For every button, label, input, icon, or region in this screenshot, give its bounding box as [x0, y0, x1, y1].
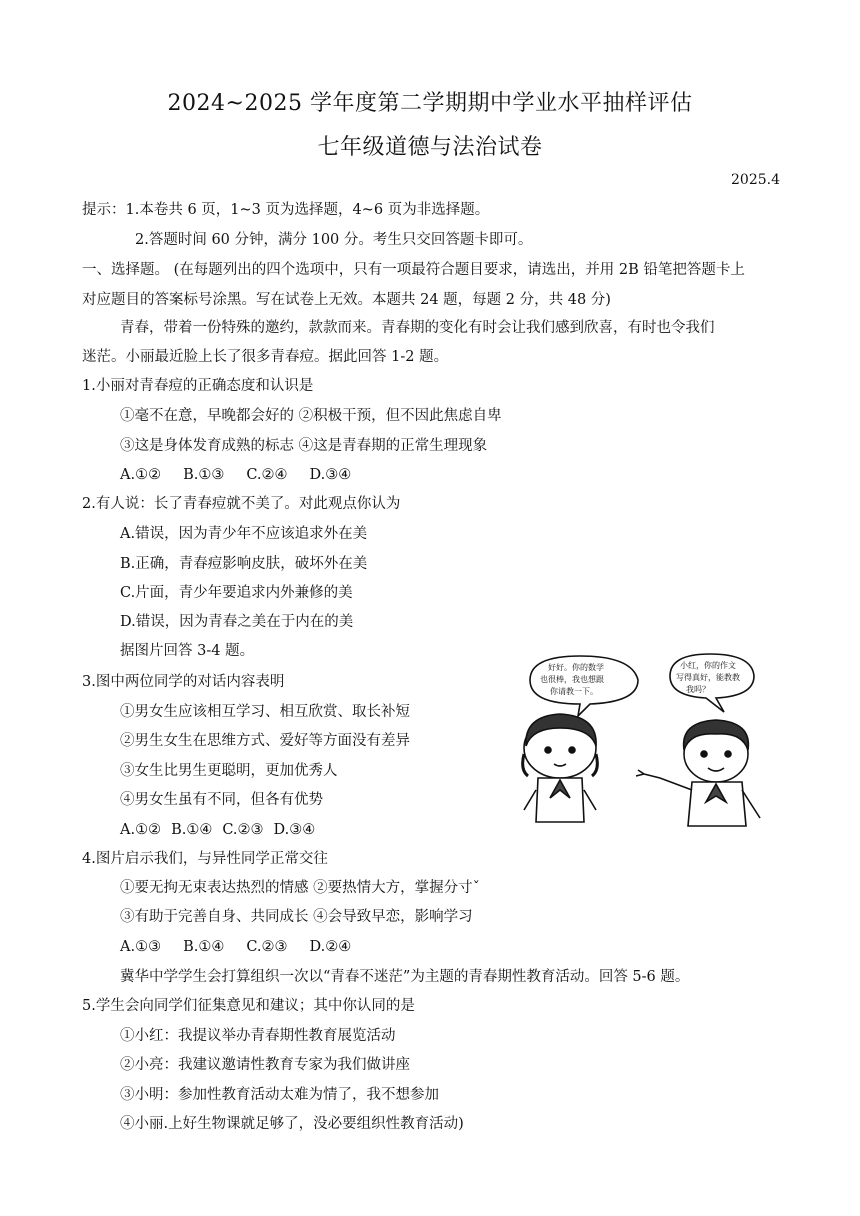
- option: D.③④: [273, 822, 316, 838]
- option: A.①②: [120, 467, 162, 483]
- question-stem: 3.图中两位同学的对话内容表明: [82, 674, 285, 690]
- option: C.②④: [246, 467, 288, 483]
- question-statement: ①小红：我提议举办青春期性教育展览活动: [120, 1028, 396, 1044]
- option: D.③④: [309, 467, 352, 483]
- option: B.①④: [183, 939, 225, 955]
- bubble-left-text: 你请教一下。: [550, 687, 598, 696]
- question-statement: ④男女生虽有不同，但各有优势: [120, 792, 323, 808]
- exam-title: 2024~2025 学年度第二学期期中学业水平抽样评估: [167, 91, 693, 116]
- question-stem: 4.图片启示我们，与异性同学正常交往: [82, 851, 328, 867]
- answer-options: [120, 465, 373, 485]
- context-paragraph: 青春，带着一份特殊的邀约，款款而来。青春期的变化有时会让我们感到欣喜，有时也令我们: [120, 320, 715, 336]
- option-c: C.片面，青少年要追求内外兼修的美: [120, 585, 353, 601]
- question-stem: 5.学生会向同学们征集意见和建议；其中你认同的是: [82, 998, 415, 1014]
- bubble-left-text: 好好。你的数学: [548, 663, 604, 672]
- question-stem: 1.小丽对青春痘的正确态度和认识是: [82, 378, 314, 394]
- tip-line: 2.答题时间 60 分钟，满分 100 分。考生只交回答题卡即可。: [135, 232, 533, 248]
- option: A.①③: [120, 939, 162, 955]
- question-statement: ②男生女生在思维方式、爱好等方面没有差异: [120, 733, 410, 749]
- bubble-right-text: 写得真好，能教教: [676, 673, 740, 682]
- question-statement: ③小明：参加性教育活动太难为情了，我不想参加: [120, 1087, 439, 1103]
- cartoon-illustration: [520, 650, 802, 830]
- option-d: D.错误，因为青春之美在于内在的美: [120, 614, 354, 630]
- question-statement: ①毫不在意，早晚都会好的 ②积极干预，但不因此焦虑自卑: [120, 408, 502, 424]
- context-paragraph: 迷茫。小丽最近脸上长了很多青春痘。据此回答 1-2 题。: [82, 349, 449, 365]
- question-stem: 2.有人说：长了青春痘就不美了。对此观点你认为: [82, 496, 401, 512]
- bubble-left-text: 也很棒，我也想跟: [540, 675, 604, 684]
- option: C.②③: [222, 822, 264, 838]
- question-statement: ①要无拘无束表达热烈的情感 ②要热情大方，掌握分寸ˇ: [120, 880, 480, 896]
- question-statement: ③这是身体发育成熟的标志 ④这是青春期的正常生理现象: [120, 438, 488, 454]
- question-statement: ③有助于完善自身、共同成长 ④会导致早恋，影响学习: [120, 909, 473, 925]
- answer-options: [120, 937, 373, 957]
- question-statement: ③女生比男生更聪明，更加优秀人: [120, 763, 338, 779]
- option: D.②④: [309, 939, 352, 955]
- context-paragraph: 据图片回答 3-4 题。: [120, 643, 255, 659]
- answer-options: [120, 820, 337, 840]
- tip-line: 提示：1.本卷共 6 页，1~3 页为选择题，4~6 页为非选择题。: [82, 202, 490, 218]
- question-statement: ④小丽.上好生物课就足够了，没必要组织性教育活动): [120, 1116, 464, 1132]
- option: A.①②: [120, 822, 162, 838]
- boy-figure: [636, 720, 760, 826]
- question-statement: ②小亮：我建议邀请性教育专家为我们做讲座: [120, 1057, 410, 1073]
- option: C.②③: [246, 939, 288, 955]
- bubble-right-text: 我吗？: [686, 685, 710, 694]
- context-paragraph: 冀华中学学生会打算组织一次以“青春不迷茫”为主题的青春期性教育活动。回答 5-6 题。: [120, 969, 690, 985]
- option-b: B.正确，青春痘影响皮肤，破坏外在美: [120, 556, 368, 572]
- section-instruction: 一、选择题。 (在每题列出的四个选项中，只有一项最符合题目要求，请选出，并用 2B 铅笔把答题卡上: [82, 262, 745, 278]
- girl-figure: [523, 714, 598, 822]
- option: B.①③: [183, 467, 225, 483]
- bubble-right-text: 小红，你的作文: [680, 661, 736, 670]
- option: B.①④: [171, 822, 213, 838]
- question-statement: ①男女生应该相互学习、相互欣赏、取长补短: [120, 704, 410, 720]
- exam-subtitle: 七年级道德与法治试卷: [317, 135, 543, 160]
- option-a: A.错误，因为青少年不应该追求外在美: [120, 526, 368, 542]
- exam-date: 2025.4: [731, 172, 780, 188]
- section-instruction: 对应题目的答案标号涂黑。写在试卷上无效。本题共 24 题，每题 2 分，共 48 分): [82, 292, 611, 308]
